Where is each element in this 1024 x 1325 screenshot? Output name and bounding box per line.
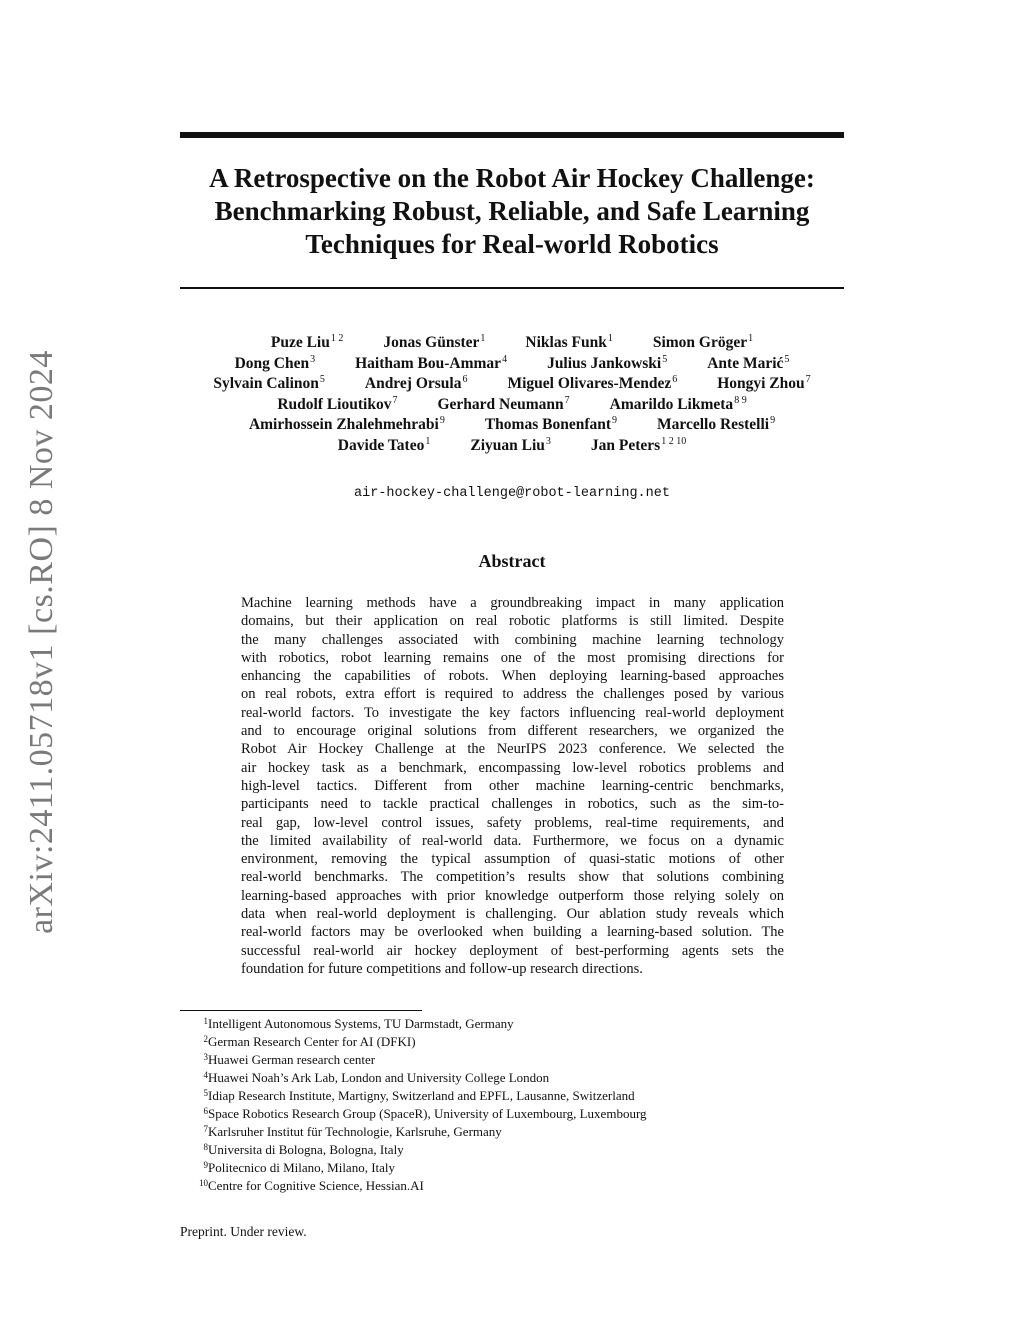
- author: [338, 436, 431, 457]
- footnote: [180, 1141, 844, 1159]
- affiliation-footnotes: [180, 1015, 844, 1195]
- author-affiliation: 3: [310, 353, 316, 365]
- author: [525, 333, 612, 354]
- author-name: Haitham Bou-Ammar: [355, 354, 502, 372]
- abstract-line: learning-based approaches with prior knowledge outperform those relying solely on: [241, 887, 784, 904]
- author: [717, 374, 810, 395]
- author-name: Sylvain Calinon: [213, 375, 319, 392]
- abstract-heading: Abstract: [478, 551, 546, 571]
- author-name: Jonas Günster: [383, 334, 480, 351]
- abstract-line: participants need to tackle practical challenges in robotics, such as the sim-to-: [241, 796, 784, 813]
- author-affiliation: 1: [607, 333, 613, 344]
- author: [213, 374, 325, 395]
- author-line: [180, 436, 844, 457]
- abstract-line: Robot Air Hockey Challenge at the NeurIPS 2023 conference. We selected the: [241, 741, 784, 758]
- author-name: Thomas Bonenfant: [484, 416, 612, 433]
- author-name: Gerhard Neumann: [437, 395, 564, 413]
- footnote-text: Centre for Cognitive Science, Hessian.AI: [208, 1178, 424, 1193]
- author: [277, 395, 397, 416]
- abstract-line: air hockey task as a benchmark, encompassing low-level robotics problems and: [241, 759, 784, 776]
- author-affiliation: 6: [462, 374, 468, 385]
- footnote-rule: [180, 1010, 422, 1011]
- footnote-number: 4: [203, 1070, 208, 1080]
- abstract-line: high-level tactics. Different from other machine learning-centric benchmarks,: [241, 777, 784, 794]
- author-name: Hongyi Zhou: [717, 375, 805, 392]
- footnote-text: Politecnico di Milano, Milano, Italy: [208, 1160, 396, 1175]
- arxiv-identifier: arXiv:2411.05718v1 [cs.RO] 8 Nov 2024: [23, 350, 60, 934]
- author: [437, 395, 569, 416]
- footnote-number: 5: [203, 1088, 208, 1098]
- author-name: Ziyuan Liu: [470, 436, 545, 454]
- footnote: [180, 1087, 844, 1105]
- footnote-number: 8: [203, 1142, 208, 1152]
- author-name: Dong Chen: [234, 354, 310, 372]
- author: [485, 415, 617, 436]
- footnote-number: 1: [203, 1016, 208, 1026]
- title-bottom-rule: [180, 287, 844, 289]
- author-line: [180, 354, 844, 375]
- footnote-text: German Research Center for AI (DFKI): [208, 1034, 416, 1049]
- footnote: [180, 1159, 844, 1177]
- footnote: [180, 1105, 844, 1123]
- footnote-text: Karlsruher Institut für Technologie, Karlsruhe, Germany: [208, 1124, 502, 1139]
- author-line: [180, 333, 844, 354]
- author: [547, 354, 667, 375]
- abstract-line: real-world factors may be overlooked when building a learning-based solution. The: [241, 924, 784, 941]
- footnote: [180, 1015, 844, 1033]
- author-name: Julius Jankowski: [547, 354, 662, 372]
- preprint-note: Preprint. Under review.: [180, 1224, 307, 1239]
- footnote-text: Space Robotics Research Group (SpaceR), University of Luxembourg, Luxembourg: [208, 1106, 647, 1121]
- abstract-line: the many challenges associated with combining machine learning technology: [241, 631, 784, 648]
- abstract-line: the limited availability of real-world data. Furthermore, we focus on a dynamic: [241, 832, 784, 849]
- contact-email[interactable]: air-hockey-challenge@robot-learning.net: [354, 486, 670, 501]
- title-line: Benchmarking Robust, Reliable, and Safe Learning: [214, 196, 810, 226]
- footnote-text: Huawei German research center: [208, 1052, 376, 1067]
- footnote: [180, 1123, 844, 1141]
- footnote-number: 7: [203, 1124, 208, 1134]
- author-name: Marcello Restelli: [657, 416, 770, 433]
- abstract-line: Machine learning methods have a groundbreaking impact in many application: [241, 595, 784, 611]
- author-affiliation: 6: [672, 374, 678, 385]
- author-affiliation: 1 2: [330, 333, 344, 344]
- author-affiliation: 7: [564, 394, 570, 406]
- author-affiliation: 1: [480, 333, 486, 344]
- author-affiliation: 9: [439, 415, 445, 426]
- author-name: Amirhossein Zhalehmehrabi: [248, 416, 439, 433]
- author: [271, 333, 344, 354]
- abstract-line: successful real-world air hockey deployment of best-performing agents sets the: [241, 942, 784, 959]
- footnote-text: Universita di Bologna, Bologna, Italy: [208, 1142, 404, 1157]
- author: [383, 333, 485, 354]
- author-name: Simon Gröger: [652, 334, 748, 351]
- author-affiliation: 5: [319, 374, 325, 385]
- author: [507, 374, 677, 395]
- author-name: Ante Marić: [707, 354, 784, 372]
- footnote: [180, 1051, 844, 1069]
- author: [610, 395, 747, 416]
- abstract-line: and to encourage original solutions from different researchers, we organized the: [241, 723, 784, 740]
- footnote-number: 2: [203, 1034, 208, 1044]
- author-name: Rudolf Lioutikov: [277, 395, 392, 413]
- author-affiliation: 7: [805, 374, 811, 385]
- abstract-line: real-world factors. To investigate the key factors influencing real-world deployment: [241, 704, 784, 721]
- abstract-line: foundation for future competitions and follow-up research directions.: [241, 960, 643, 977]
- footnote-number: 6: [203, 1106, 208, 1116]
- author-affiliation: 1: [425, 435, 431, 447]
- title-line: Techniques for Real-world Robotics: [305, 229, 719, 259]
- footnote-text: Huawei Noah’s Ark Lab, London and University College London: [208, 1070, 550, 1085]
- author-list: [180, 333, 844, 456]
- author: [470, 436, 551, 457]
- abstract-line: with robotics, robot learning remains one of the most promising directions for: [241, 649, 784, 666]
- abstract-line: domains, but their application on real robotic platforms is still limited. Despite: [241, 613, 784, 630]
- author-line: [180, 415, 844, 436]
- footnote-text: Intelligent Autonomous Systems, TU Darmstadt, Germany: [208, 1016, 514, 1031]
- footnote: [180, 1177, 844, 1195]
- author-affiliation: 7: [392, 394, 398, 406]
- author: [355, 354, 507, 375]
- author-name: Miguel Olivares-Mendez: [507, 375, 672, 392]
- paper-title: [180, 162, 844, 261]
- author-name: Amarildo Likmeta: [609, 395, 734, 413]
- author-affiliation: 5: [662, 353, 668, 365]
- author: [707, 354, 789, 375]
- author-affiliation: 5: [784, 353, 790, 365]
- title-top-rule: [180, 132, 844, 138]
- footnote: [180, 1069, 844, 1087]
- author-name: Andrej Orsula: [364, 375, 462, 392]
- author: [657, 415, 775, 436]
- footnote-text: Idiap Research Institute, Martigny, Switzerland and EPFL, Lausanne, Switzerland: [208, 1088, 635, 1103]
- author-affiliation: 3: [545, 435, 551, 447]
- author: [653, 333, 753, 354]
- abstract-line: real-world benchmarks. The competition’s results show that solutions combining: [241, 869, 784, 886]
- abstract-line: on real robots, extra effort is required to address the challenges posed by various: [241, 686, 784, 703]
- abstract-line: real gap, low-level control issues, safety problems, real-time requirements, and: [241, 814, 784, 831]
- author-affiliation: 1: [748, 333, 754, 344]
- abstract-line: enhancing the capabilities of robots. When deploying learning-based approaches: [241, 668, 784, 685]
- author-affiliation: 4: [502, 353, 508, 365]
- abstract-line: data when real-world deployment is challenging. Our ablation study reveals which: [241, 906, 784, 923]
- author-affiliation: 8 9: [734, 394, 747, 406]
- author-name: Niklas Funk: [525, 334, 607, 351]
- footnote-number: 3: [203, 1052, 208, 1062]
- author-name: Puze Liu: [270, 334, 330, 351]
- author-line: [180, 395, 844, 416]
- abstract-body: [241, 594, 784, 978]
- footnote: [180, 1033, 844, 1051]
- author: [365, 374, 468, 395]
- author-line: [180, 374, 844, 395]
- author-affiliation: 9: [612, 415, 618, 426]
- title-line: A Retrospective on the Robot Air Hockey Challenge:: [209, 163, 815, 193]
- author-name: Davide Tateo: [337, 436, 425, 454]
- footnote-number: 10: [199, 1178, 208, 1188]
- author-affiliation: 9: [770, 415, 776, 426]
- author: [249, 415, 445, 436]
- footnote-number: 9: [203, 1160, 208, 1170]
- author-name: Jan Peters: [590, 436, 661, 454]
- author: [235, 354, 316, 375]
- author: [591, 436, 686, 457]
- author-affiliation: 1 2 10: [661, 435, 687, 447]
- abstract-line: environment, removing the typical assumption of quasi-static motions of other: [241, 851, 784, 868]
